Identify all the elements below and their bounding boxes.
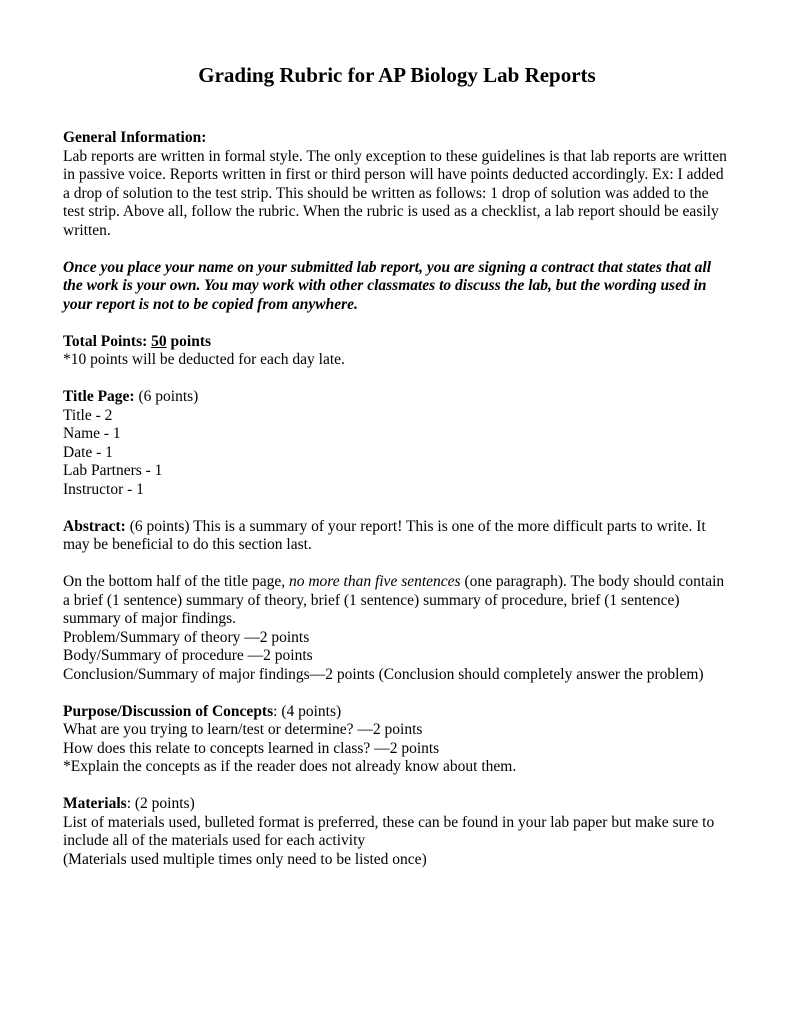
text-run: Name - 1 — [63, 425, 121, 442]
materials-body — [63, 814, 731, 851]
text-run: (6 points) This is a summary of your report! This is one of the more difficult parts to write. It may be beneficial to do this section last. — [63, 517, 706, 553]
text-run: (6 points) — [134, 388, 199, 405]
document-title: Grading Rubric for AP Biology Lab Reports — [198, 63, 596, 87]
text-run: points — [166, 332, 212, 350]
text-run: Title Page: — [63, 388, 135, 405]
text-run: Abstract: — [63, 517, 126, 535]
text-run: : (4 points) — [273, 702, 342, 720]
materials-note — [63, 851, 731, 870]
total-points-line — [63, 333, 731, 352]
title-page-item-title — [63, 407, 731, 426]
plagiarism-notice — [63, 259, 731, 315]
text-run: Materials — [63, 795, 127, 812]
text-run: Body/Summary of procedure —2 points — [63, 647, 313, 664]
text-run: Title - 2 — [63, 406, 113, 424]
text-run: Once you place your name on your submitted lab report, you are signing a contract that states that all the work is your own. You may work with other classmates to discuss the lab, but the wording used in your report is not to be copied from anywhere. — [63, 258, 712, 313]
text-run: (Materials used multiple times only need to be listed once) — [63, 850, 427, 868]
general-information-body — [63, 148, 731, 241]
text-run: Date - 1 — [63, 443, 113, 461]
text-run: General Information: — [63, 129, 207, 146]
abstract-problem-line — [63, 629, 731, 648]
purpose-item-learn — [63, 721, 731, 740]
document-blocks — [63, 129, 731, 869]
text-run: *10 points will be deducted for each day late. — [63, 351, 345, 368]
text-run: *Explain the concepts as if the reader does not already know about them. — [63, 758, 517, 775]
text-run: Conclusion/Summary of major findings—2 points (Conclusion should completely answer the problem) — [63, 665, 704, 683]
text-run: : (2 points) — [126, 795, 195, 812]
text-run: (one paragraph). The body should contain a brief (1 sentence) summary of theory, brief (1 sentence) summary of procedure, brief (1 sentence) summary of major findings. — [63, 573, 725, 627]
abstract-body-line — [63, 647, 731, 666]
text-run: Purpose/Discussion of Concepts — [63, 702, 274, 720]
materials-heading — [63, 795, 731, 814]
purpose-item-relate — [63, 740, 731, 759]
text-run: Instructor - 1 — [63, 480, 144, 498]
text-run: Problem/Summary of theory —2 points — [63, 628, 310, 646]
abstract-details-paragraph — [63, 573, 731, 629]
text-run: 50 — [151, 332, 167, 350]
abstract-paragraph — [63, 518, 731, 555]
purpose-heading — [63, 703, 731, 722]
general-information-heading — [63, 129, 731, 148]
text-run: Total Points: — [63, 332, 152, 350]
title-page-heading — [63, 388, 731, 407]
text-run: How does this relate to concepts learned in class? —2 points — [63, 739, 440, 757]
text-run: no more than five sentences — [288, 573, 461, 590]
title-page-item-instructor — [63, 481, 731, 500]
title-page-item-lab-partners — [63, 462, 731, 481]
title-page-item-date — [63, 444, 731, 463]
abstract-conclusion-line — [63, 666, 731, 685]
text-run: Lab Partners - 1 — [63, 462, 163, 479]
text-run: What are you trying to learn/test or determine? —2 points — [63, 721, 423, 738]
text-run: Lab reports are written in formal style. The only exception to these guidelines is that lab reports are written in passive voice. Reports written in first or third person will have points deducted accordingly. Ex: I added a drop of solution to the test strip. This should be written as follows: 1 drop of solution was added to the test strip. Above all, follow the rubric. When the rubric is used as a checklist, a lab report should be easily written. — [63, 147, 727, 239]
title-page-item-name — [63, 425, 731, 444]
late-penalty-line — [63, 351, 731, 370]
purpose-note — [63, 758, 731, 777]
text-run: List of materials used, bulleted format is preferred, these can be found in your lab paper but make sure to include all of the materials used for each activity — [63, 813, 715, 849]
text-run: On the bottom half of the title page, — [63, 573, 289, 590]
